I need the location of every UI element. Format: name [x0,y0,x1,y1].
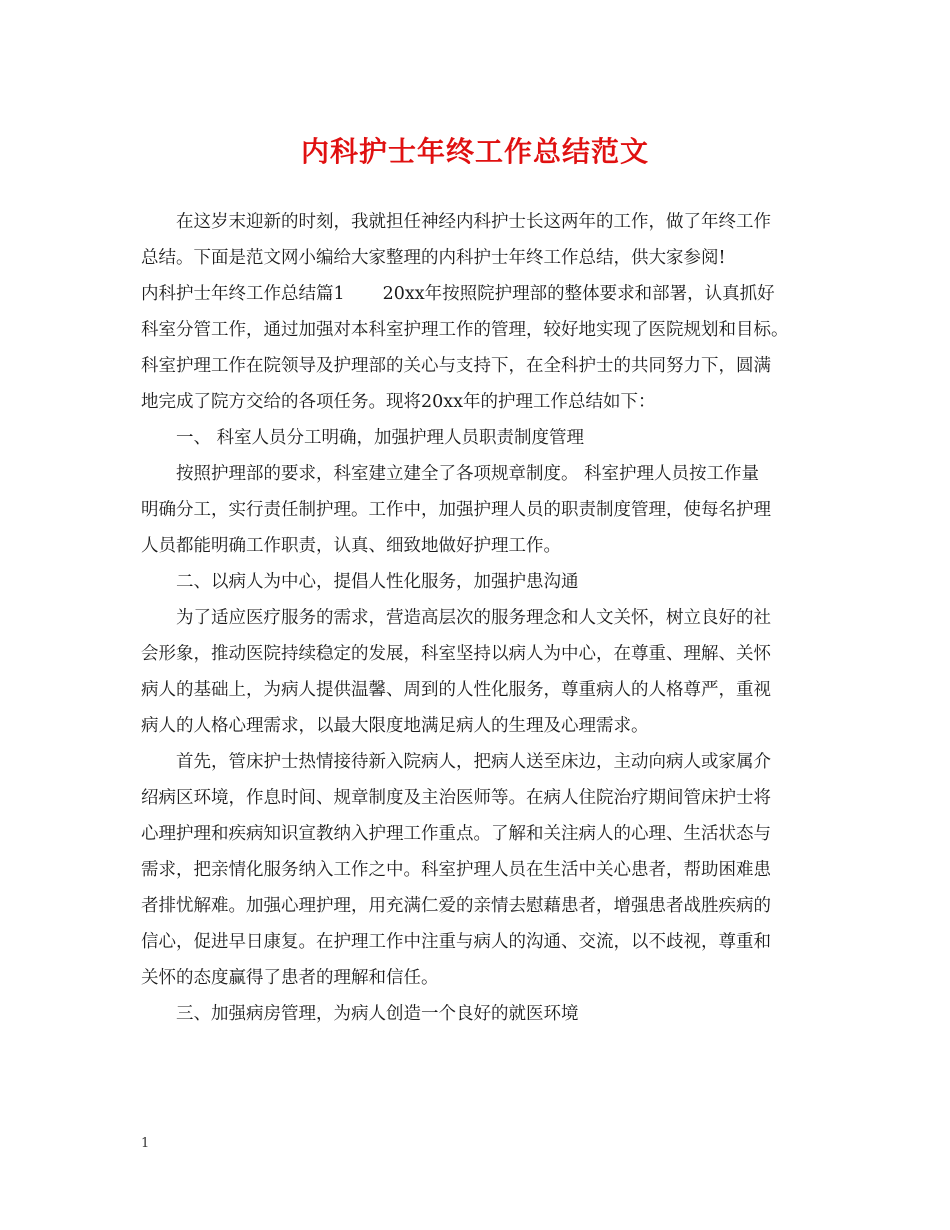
paragraph-line: 病人的人格心理需求，以最大限度地满足病人的生理及心理需求。 [141,716,649,736]
paragraph-line: 地完成了院方交给的各项任务。现将20xx年的护理工作总结如下： [141,392,656,412]
paragraph-line: 绍病区环境，作息时间、规章制度及主治医师等。在病人住院治疗期间管床护士将 [141,788,771,808]
paragraph-line: 病人的基础上，为病人提供温馨、周到的人性化服务，尊重病人的人格尊严，重视 [141,680,771,700]
paragraph-line: 信心，促进早日康复。在护理工作中注重与病人的沟通、交流，以不歧视，尊重和 [141,932,771,952]
section-heading: 一、 科室人员分工明确，加强护理人员职责制度管理 [176,428,585,448]
paragraph-line: 关怀的态度赢得了患者的理解和信任。 [141,968,439,988]
paragraph-line: 会形象，推动医院持续稳定的发展，科室坚持以病人为中心，在尊重、理解、关怀 [141,644,771,664]
paragraph-line: 按照护理部的要求，科室建立建全了各项规章制度。 科室护理人员按工作量 [176,464,760,484]
document-body [141,204,813,1032]
paragraph-text: 20xx年按照院护理部的整体要求和部署，认真抓好 [382,284,775,304]
paragraph-line: 总结。下面是范文网小编给大家整理的内科护士年终工作总结，供大家参阅! [141,248,726,268]
paragraph-line: 心理护理和疾病知识宣教纳入护理工作重点。了解和关注病人的心理、生活状态与 [141,824,771,844]
paragraph-line: 科室护理工作在院领导及护理部的关心与支持下，在全科护士的共同努力下，圆满 [141,356,771,376]
page-number: 1 [141,1136,150,1151]
paragraph-line: 人员都能明确工作职责，认真、细致地做好护理工作。 [141,536,561,556]
paragraph-line: 在这岁末迎新的时刻，我就担任神经内科护士长这两年的工作，做了年终工作 [176,212,771,232]
paragraph-line: 明确分工，实行责任制护理。工作中，加强护理人员的职责制度管理，使每名护理 [141,500,771,520]
section-heading: 内科护士年终工作总结篇1 [141,284,345,304]
section-heading: 二、以病人为中心，提倡人性化服务，加强护患沟通 [176,572,579,592]
paragraph-line: 科室分管工作，通过加强对本科室护理工作的管理，较好地实现了医院规划和目标。 [141,320,789,340]
paragraph-line [141,276,813,312]
paragraph-line: 首先，管床护士热情接待新入院病人，把病人送至床边，主动向病人或家属介 [176,752,771,772]
paragraph-line: 为了适应医疗服务的需求，营造高层次的服务理念和人文关怀，树立良好的社 [176,608,771,628]
paragraph-line: 需求，把亲情化服务纳入工作之中。科室护理人员在生活中关心患者，帮助困难患 [141,860,771,880]
section-heading: 三、加强病房管理，为病人创造一个良好的就医环境 [176,1004,579,1024]
paragraph-line: 者排忧解难。加强心理护理，用充满仁爱的亲情去慰藉患者，增强患者战胜疾病的 [141,896,771,916]
document-title: 内科护士年终工作总结范文 [300,135,649,168]
